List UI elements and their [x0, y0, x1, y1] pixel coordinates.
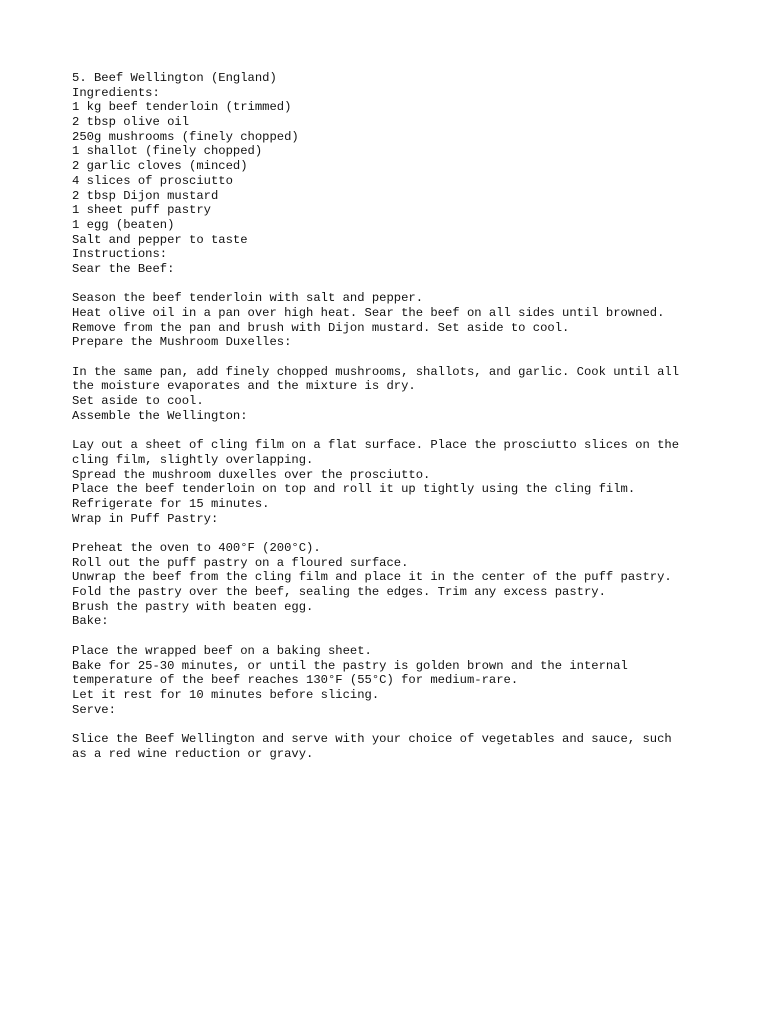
ingredient-item: 1 shallot (finely chopped) — [72, 144, 263, 159]
step-section — [72, 335, 732, 408]
instructions-heading: Instructions: — [72, 247, 168, 262]
ingredient-item: Salt and pepper to taste — [72, 232, 248, 247]
ingredient-item: 1 kg beef tenderloin (trimmed) — [72, 100, 292, 115]
step-text-line: Refrigerate for 15 minutes. — [72, 496, 270, 511]
step-text-line: Heat olive oil in a pan over high heat. Sear the beef on all sides until browned. — [72, 306, 665, 320]
instruction-steps — [72, 262, 732, 761]
blank-line — [72, 277, 732, 292]
ingredient-item: 1 sheet puff pastry — [72, 203, 211, 218]
step-text-line: Preheat the oven to 400°F (200°C). — [72, 541, 321, 555]
step-text-line: Remove from the pan and brush with Dijon mustard. Set aside to cool. — [72, 320, 570, 335]
blank-line — [72, 629, 732, 644]
step-text-line: the moisture evaporates and the mixture is dry. — [72, 379, 416, 394]
ingredient-item: 1 egg (beaten) — [72, 217, 175, 232]
step-text-line: Brush the pastry with beaten egg. — [72, 599, 314, 614]
step-section — [72, 512, 732, 615]
ingredients-heading: Ingredients: — [72, 85, 160, 100]
step-heading: Bake: — [72, 614, 109, 629]
blank-line — [72, 717, 732, 732]
step-text-line: as a red wine reduction or gravy. — [72, 746, 314, 761]
step-section — [72, 409, 732, 512]
step-text-line: Let it rest for 10 minutes before slicing. — [72, 687, 380, 702]
step-text-line: Unwrap the beef from the cling film and place it in the center of the puff pastry. — [72, 570, 672, 585]
step-text-line: Season the beef tenderloin with salt and pepper. — [72, 291, 424, 306]
ingredient-item: 2 garlic cloves (minced) — [72, 159, 248, 174]
step-text-line: Place the wrapped beef on a baking sheet. — [72, 643, 372, 658]
ingredient-item: 4 slices of prosciutto — [72, 173, 233, 188]
step-section — [72, 703, 732, 762]
step-text-line: Spread the mushroom duxelles over the prosciutto. — [72, 467, 431, 482]
recipe-document — [72, 71, 732, 761]
blank-line — [72, 526, 732, 541]
step-text-line: cling film, slightly overlapping. — [72, 452, 314, 467]
step-text-line: In the same pan, add finely chopped mushrooms, shallots, and garlic. Cook until all — [72, 364, 680, 379]
ingredients-list — [72, 100, 732, 247]
ingredient-item: 250g mushrooms (finely chopped) — [72, 129, 299, 144]
step-heading: Wrap in Puff Pastry: — [72, 511, 219, 526]
step-text-line: Fold the pastry over the beef, sealing the edges. Trim any excess pastry. — [72, 585, 606, 600]
step-section — [72, 262, 732, 335]
blank-line — [72, 424, 732, 439]
ingredient-item: 2 tbsp Dijon mustard — [72, 188, 219, 203]
step-text-line: Place the beef tenderloin on top and roll it up tightly using the cling film. — [72, 482, 636, 497]
step-text-line: Set aside to cool. — [72, 394, 204, 409]
step-text-line: temperature of the beef reaches 130°F (55°C) for medium-rare. — [72, 673, 519, 688]
ingredient-item: 2 tbsp olive oil — [72, 115, 190, 130]
step-heading: Serve: — [72, 702, 116, 717]
step-heading: Sear the Beef: — [72, 261, 175, 276]
step-text-line: Lay out a sheet of cling film on a flat surface. Place the prosciutto slices on the — [72, 438, 680, 453]
step-text-line: Bake for 25-30 minutes, or until the pastry is golden brown and the internal — [72, 658, 628, 673]
step-section — [72, 614, 732, 702]
step-text-line: Roll out the puff pastry on a floured surface. — [72, 555, 409, 570]
step-text-line: Slice the Beef Wellington and serve with your choice of vegetables and sauce, such — [72, 731, 672, 746]
blank-line — [72, 350, 732, 365]
recipe-title: 5. Beef Wellington (England) — [72, 71, 277, 85]
step-heading: Assemble the Wellington: — [72, 408, 248, 423]
step-heading: Prepare the Mushroom Duxelles: — [72, 335, 292, 350]
